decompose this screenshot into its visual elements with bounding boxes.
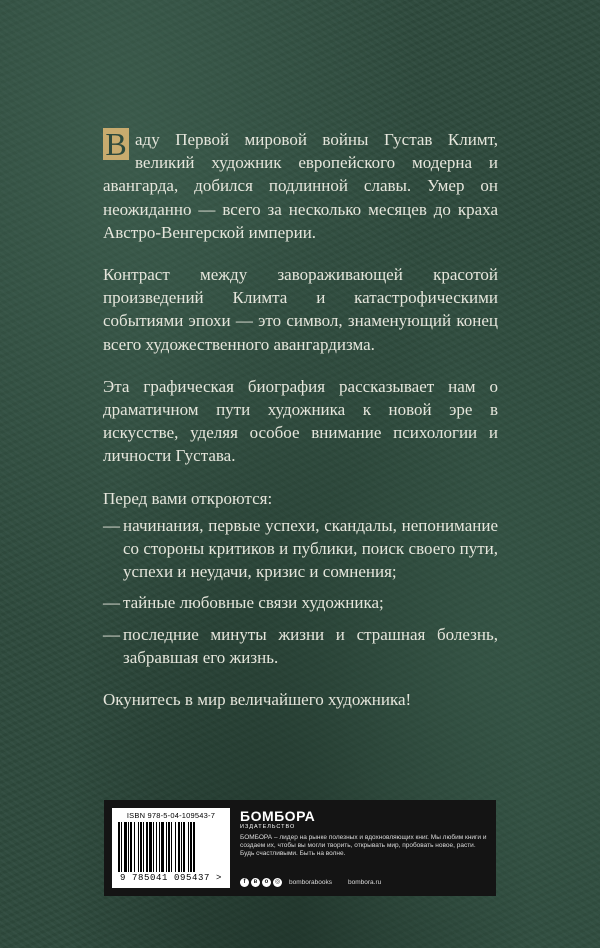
highlights-list: [103, 487, 498, 669]
publisher-slogan: БОМБОРА – лидер на рынке полезных и вдохновляющих книг. Мы любим книги и создаем их, чтобы вы могли творить, открывать мир, пробовать новое, расти. Будь счастливыми. Быть на волне.: [240, 834, 487, 857]
social-links: [240, 878, 381, 887]
vk-icon: в: [251, 878, 260, 887]
list-item-text: тайные любовные связи художника;: [123, 593, 384, 613]
barcode-icon: [118, 822, 224, 872]
website-link: bombora.ru: [348, 879, 382, 886]
list-dash: —: [103, 515, 120, 535]
list-dash: —: [103, 593, 120, 613]
publisher-footer: [104, 800, 496, 896]
social-handle: bomborabooks: [289, 879, 332, 886]
instagram-icon: ◎: [274, 879, 281, 885]
list-item-text: начинания, первые успехи, скандалы, непонимание со стороны критиков и публики, поиск своего пути, успехи и неудачи, кризис и сомнения;: [123, 515, 498, 582]
facebook-icon: f: [240, 878, 249, 887]
list-item-text: последние минуты жизни и страшная болезнь, забравшая его жизнь.: [123, 624, 498, 667]
publisher-logo: БОМБОРА: [240, 808, 316, 824]
closing-line: Окунитесь в мир величайшего художника!: [103, 690, 412, 710]
isbn: ISBN 978-5-04-109543-7: [126, 811, 216, 820]
paragraph-contrast: Контраст между завораживающей красотой произведений Климта и катастрофическими событиями эпохи — это символ, знаменующий конец всего художественного авангардизма.: [103, 265, 498, 354]
publisher-logo-sub: ИЗДАТЕЛЬСТВО: [240, 824, 296, 830]
list-item: [103, 591, 498, 614]
paragraph-intro: [103, 128, 498, 244]
barcode-box: [112, 808, 230, 888]
back-cover-text: [103, 128, 498, 730]
list-item: [103, 514, 498, 584]
paragraph-biography: Эта графическая биография рассказывает нам о драматичном пути художника к новой эре в искусстве, уделяя особое внимание психологии и личности Густава.: [103, 376, 498, 466]
list-dash: —: [103, 624, 120, 644]
drop-cap: В: [103, 128, 129, 160]
list-intro: Перед вами откроются:: [103, 488, 273, 508]
paragraph-intro-text: аду Первой мировой войны Густав Климт, великий художник европейского модерна и авангарда, добился подлинной славы. Умер он неожиданно — всего за несколько месяцев до краха Австро-Венгерской империи.: [103, 130, 498, 242]
barcode-digits: 9 785041 095437 >: [119, 873, 222, 883]
list-item: [103, 623, 498, 669]
ok-icon: о: [262, 878, 271, 887]
